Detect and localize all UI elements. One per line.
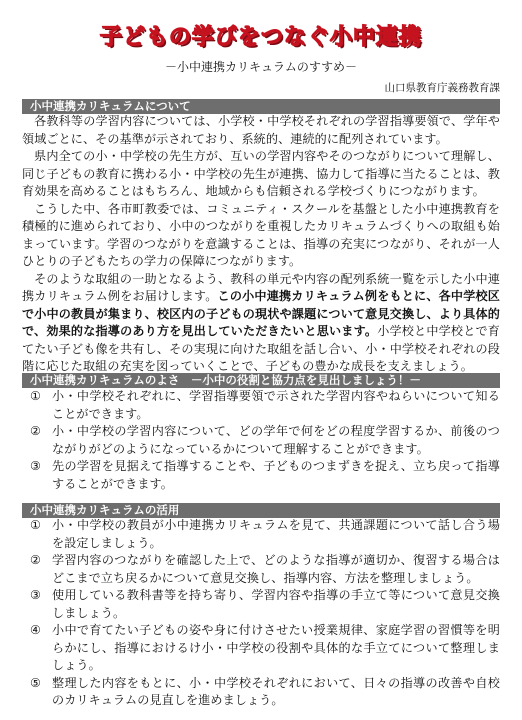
item-number: ④ — [30, 623, 41, 637]
item-text: 小・中学校の学習内容について、どの学年で何をどの程度学習するか、前後のつながりがどのようになっているかについて理解することができます。 — [52, 424, 500, 456]
list-item — [22, 517, 500, 552]
item-text: 先の学習を見据えて指導することや、子どものつまずきを捉え、立ち戻って指導することができます。 — [52, 459, 500, 491]
item-text: 学習内容のつながりを確認した上で、どのような指導が適切か、復習する場合はどこまで立ち戻るかについて意見交換し、指導内容、方法を整理しましょう。 — [52, 553, 500, 585]
list-item — [22, 622, 500, 675]
item-number: ① — [30, 518, 41, 532]
list-item — [22, 675, 500, 710]
list-item — [22, 587, 500, 622]
page-title: 子どもの学びをつなぐ小中連携 — [99, 25, 422, 50]
item-number: ③ — [30, 459, 41, 473]
page-subtitle: －小中連携カリキュラムのすすめ－ — [164, 60, 357, 74]
item-text: 小・中学校それぞれに、学習指導要領で示された学習内容やねらいについて知ることができます。 — [52, 389, 500, 421]
item-text: 整理した内容をもとに、小・中学校それぞれにおいて、日々の指導の改善や自校のカリキュラムの見直しを進めましょう。 — [52, 675, 500, 707]
title-banner — [0, 20, 522, 51]
item-number: ① — [30, 389, 41, 403]
item-number: ③ — [30, 588, 41, 602]
list-item — [22, 388, 500, 423]
paragraph-2: 県内全ての小・中学校の先生方が、互いの学習内容やそのつながりについて理解し、同じ子どもの教育に携わる小・中学校の先生が連携、協力して指導に当たることは、教育効果を高めることはもちろん、地域からも信頼される学校づくりにつながります。 — [22, 149, 500, 198]
paragraph-4-closing: 小学校と中学校とで育てたい子ども像を共有し、その実現に向けた取組を話し合い、小・中学校それぞれの段階に応じた取組の充実を図っていくことで、子どもの豊かな成長を支えましょう。 — [22, 324, 500, 373]
section-heading-benefits: 小中連携カリキュラムのよさ －小中の役割と協力点を見出しましょう！－ — [22, 373, 500, 388]
item-number: ② — [30, 424, 41, 438]
section-body-usage — [22, 517, 500, 710]
list-item — [22, 423, 500, 458]
item-text: 使用している教科書等を持ち寄り、学習内容や指導の手立て等について意見交換しましょう。 — [52, 588, 500, 620]
section-heading-about: 小中連携カリキュラムについて — [22, 99, 500, 114]
item-number: ② — [30, 553, 41, 567]
item-number: ⑤ — [30, 675, 41, 690]
paragraph-4 — [22, 271, 500, 376]
section-body-benefits — [22, 388, 500, 493]
paragraph-4-emphasis: この小中連携カリキュラム例をもとに、各中学校区で小中の教員が集まり、校区内の子どもの現状や課題について意見交換し、より具体的で、効果的な指導のあり方を見出していただきたいと思います。 — [22, 289, 500, 338]
paragraph-3: こうした中、各市町教委では、コミュニティ・スクールを基盤とした小中連携教育を積極的に進められており、小中のつながりを重視したカリキュラムづくりへの取組も始まっています。学習のつながりを意識することは、指導の充実につながり、それが一人ひとりの子どもたちの学力の保障につながります。 — [22, 201, 500, 268]
issuing-department: 山口県教育庁義務教育課 — [384, 82, 500, 94]
list-item — [22, 552, 500, 587]
list-item — [22, 458, 500, 493]
paragraph-4-intro: そのような取組の一助となるよう、教科の単元や内容の配列系統一覧を示した小中連携カリキュラム例をお届けします。 — [22, 271, 500, 303]
section-heading-usage: 小中連携カリキュラムの活用 — [22, 503, 500, 518]
item-text: 小中で育てたい子どもの姿や身に付けさせたい授業規律、家庭学習の習慣等を明らかにし、指導におけるけ小・中学校の役割や具体的な手立てについて整理しましょう。 — [52, 623, 500, 672]
paragraph-1: 各教科等の学習内容については、小学校・中学校それぞれの学習指導要領で、学年や領域ごとに、その基準が示されており、系統的、連続的に配列されています。 — [22, 114, 500, 146]
section-body-about — [22, 113, 500, 376]
item-text: 小・中学校の教員が小中連携カリキュラムを見て、共通課題について話し合う場を設定しましょう。 — [52, 518, 500, 550]
